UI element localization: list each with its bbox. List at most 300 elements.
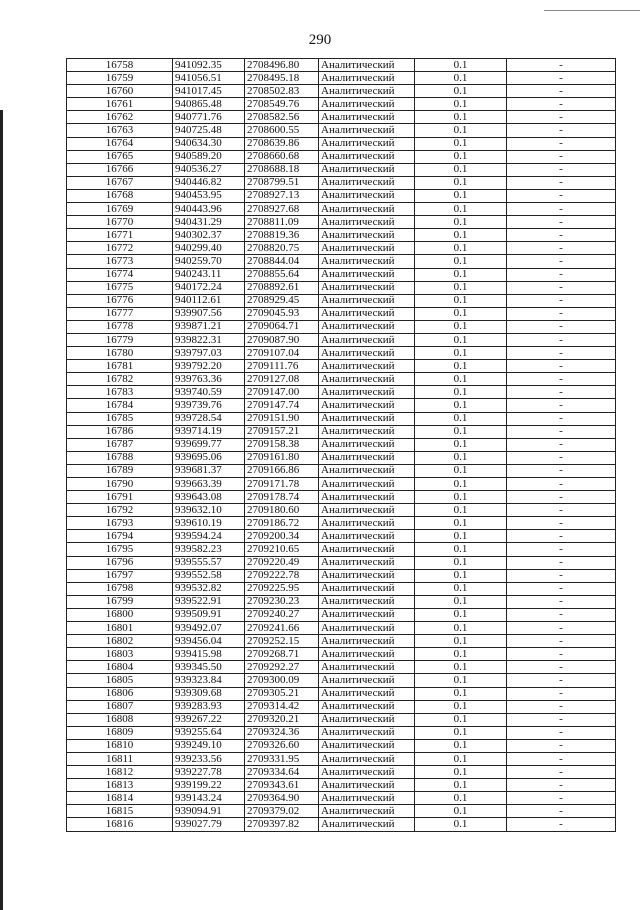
method-cell: Аналитический — [319, 307, 415, 320]
point-id-cell: 16806 — [67, 687, 173, 700]
y-coordinate-cell: 2708820.75 — [245, 242, 319, 255]
table-row — [67, 556, 616, 569]
x-coordinate-cell: 940536.27 — [173, 163, 245, 176]
point-id-cell: 16784 — [67, 399, 173, 412]
point-id-cell: 16775 — [67, 281, 173, 294]
point-id-cell: 16788 — [67, 451, 173, 464]
y-coordinate-cell: 2708799.51 — [245, 176, 319, 189]
dash-cell: - — [507, 268, 616, 281]
accuracy-cell: 0.1 — [415, 543, 507, 556]
x-coordinate-cell: 939632.10 — [173, 504, 245, 517]
method-cell: Аналитический — [319, 635, 415, 648]
point-id-cell: 16770 — [67, 216, 173, 229]
method-cell: Аналитический — [319, 622, 415, 635]
y-coordinate-cell: 2709343.61 — [245, 779, 319, 792]
table-row — [67, 451, 616, 464]
y-coordinate-cell: 2709186.72 — [245, 517, 319, 530]
accuracy-cell: 0.1 — [415, 386, 507, 399]
method-cell: Аналитический — [319, 504, 415, 517]
accuracy-cell: 0.1 — [415, 176, 507, 189]
x-coordinate-cell: 939663.39 — [173, 478, 245, 491]
x-coordinate-cell: 939456.04 — [173, 635, 245, 648]
accuracy-cell: 0.1 — [415, 766, 507, 779]
x-coordinate-cell: 939822.31 — [173, 333, 245, 346]
accuracy-cell: 0.1 — [415, 111, 507, 124]
accuracy-cell: 0.1 — [415, 530, 507, 543]
accuracy-cell: 0.1 — [415, 150, 507, 163]
dash-cell: - — [507, 189, 616, 202]
table-row — [67, 203, 616, 216]
table-row — [67, 661, 616, 674]
method-cell: Аналитический — [319, 176, 415, 189]
point-id-cell: 16763 — [67, 124, 173, 137]
accuracy-cell: 0.1 — [415, 491, 507, 504]
table-row — [67, 72, 616, 85]
table-row — [67, 281, 616, 294]
table-row — [67, 111, 616, 124]
table-row — [67, 700, 616, 713]
accuracy-cell: 0.1 — [415, 229, 507, 242]
y-coordinate-cell: 2708639.86 — [245, 137, 319, 150]
dash-cell: - — [507, 386, 616, 399]
y-coordinate-cell: 2709252.15 — [245, 635, 319, 648]
dash-cell: - — [507, 661, 616, 674]
x-coordinate-cell: 939143.24 — [173, 792, 245, 805]
accuracy-cell: 0.1 — [415, 294, 507, 307]
dash-cell: - — [507, 425, 616, 438]
dash-cell: - — [507, 543, 616, 556]
x-coordinate-cell: 939695.06 — [173, 451, 245, 464]
y-coordinate-cell: 2709045.93 — [245, 307, 319, 320]
y-coordinate-cell: 2709379.02 — [245, 805, 319, 818]
accuracy-cell: 0.1 — [415, 72, 507, 85]
y-coordinate-cell: 2708811.09 — [245, 216, 319, 229]
accuracy-cell: 0.1 — [415, 98, 507, 111]
point-id-cell: 16774 — [67, 268, 173, 281]
dash-cell: - — [507, 792, 616, 805]
y-coordinate-cell: 2708929.45 — [245, 294, 319, 307]
y-coordinate-cell: 2709147.74 — [245, 399, 319, 412]
method-cell: Аналитический — [319, 386, 415, 399]
method-cell: Аналитический — [319, 818, 415, 831]
method-cell: Аналитический — [319, 242, 415, 255]
dash-cell: - — [507, 438, 616, 451]
y-coordinate-cell: 2709314.42 — [245, 700, 319, 713]
dash-cell: - — [507, 59, 616, 72]
x-coordinate-cell: 939582.23 — [173, 543, 245, 556]
y-coordinate-cell: 2708660.68 — [245, 150, 319, 163]
method-cell: Аналитический — [319, 648, 415, 661]
accuracy-cell: 0.1 — [415, 281, 507, 294]
table-row — [67, 163, 616, 176]
accuracy-cell: 0.1 — [415, 85, 507, 98]
table-row — [67, 687, 616, 700]
dash-cell: - — [507, 752, 616, 765]
accuracy-cell: 0.1 — [415, 517, 507, 530]
dash-cell: - — [507, 163, 616, 176]
x-coordinate-cell: 941056.51 — [173, 72, 245, 85]
x-coordinate-cell: 939610.19 — [173, 517, 245, 530]
method-cell: Аналитический — [319, 779, 415, 792]
point-id-cell: 16762 — [67, 111, 173, 124]
method-cell: Аналитический — [319, 595, 415, 608]
dash-cell: - — [507, 203, 616, 216]
accuracy-cell: 0.1 — [415, 622, 507, 635]
point-id-cell: 16768 — [67, 189, 173, 202]
point-id-cell: 16765 — [67, 150, 173, 163]
table-row — [67, 517, 616, 530]
method-cell: Аналитический — [319, 517, 415, 530]
dash-cell: - — [507, 294, 616, 307]
table-row — [67, 425, 616, 438]
accuracy-cell: 0.1 — [415, 320, 507, 333]
table-row — [67, 320, 616, 333]
point-id-cell: 16780 — [67, 347, 173, 360]
method-cell: Аналитический — [319, 582, 415, 595]
accuracy-cell: 0.1 — [415, 333, 507, 346]
dash-cell: - — [507, 320, 616, 333]
y-coordinate-cell: 2709171.78 — [245, 478, 319, 491]
point-id-cell: 16794 — [67, 530, 173, 543]
table-row — [67, 438, 616, 451]
x-coordinate-cell: 939233.56 — [173, 752, 245, 765]
method-cell: Аналитический — [319, 491, 415, 504]
method-cell: Аналитический — [319, 203, 415, 216]
point-id-cell: 16778 — [67, 320, 173, 333]
method-cell: Аналитический — [319, 320, 415, 333]
table-row — [67, 818, 616, 831]
dash-cell: - — [507, 399, 616, 412]
method-cell: Аналитический — [319, 268, 415, 281]
table-row — [67, 360, 616, 373]
point-id-cell: 16772 — [67, 242, 173, 255]
dash-cell: - — [507, 530, 616, 543]
y-coordinate-cell: 2708688.18 — [245, 163, 319, 176]
table-row — [67, 504, 616, 517]
dash-cell: - — [507, 111, 616, 124]
y-coordinate-cell: 2709320.21 — [245, 713, 319, 726]
dash-cell: - — [507, 635, 616, 648]
method-cell: Аналитический — [319, 451, 415, 464]
method-cell: Аналитический — [319, 739, 415, 752]
y-coordinate-cell: 2709127.08 — [245, 373, 319, 386]
x-coordinate-cell: 939740.59 — [173, 386, 245, 399]
accuracy-cell: 0.1 — [415, 425, 507, 438]
method-cell: Аналитический — [319, 752, 415, 765]
method-cell: Аналитический — [319, 687, 415, 700]
point-id-cell: 16791 — [67, 491, 173, 504]
accuracy-cell: 0.1 — [415, 713, 507, 726]
dash-cell: - — [507, 412, 616, 425]
table-row — [67, 739, 616, 752]
x-coordinate-cell: 939739.76 — [173, 399, 245, 412]
table-row — [67, 347, 616, 360]
table-row — [67, 229, 616, 242]
dash-cell: - — [507, 517, 616, 530]
x-coordinate-cell: 939728.54 — [173, 412, 245, 425]
y-coordinate-cell: 2709240.27 — [245, 608, 319, 621]
table-row — [67, 805, 616, 818]
dash-cell: - — [507, 556, 616, 569]
table-row — [67, 713, 616, 726]
method-cell: Аналитический — [319, 674, 415, 687]
point-id-cell: 16766 — [67, 163, 173, 176]
dash-cell: - — [507, 622, 616, 635]
y-coordinate-cell: 2709210.65 — [245, 543, 319, 556]
dash-cell: - — [507, 766, 616, 779]
y-coordinate-cell: 2709180.60 — [245, 504, 319, 517]
table-row — [67, 491, 616, 504]
point-id-cell: 16792 — [67, 504, 173, 517]
point-id-cell: 16800 — [67, 608, 173, 621]
dash-cell: - — [507, 333, 616, 346]
method-cell: Аналитический — [319, 150, 415, 163]
x-coordinate-cell: 940302.37 — [173, 229, 245, 242]
table-row — [67, 307, 616, 320]
accuracy-cell: 0.1 — [415, 189, 507, 202]
table-row — [67, 543, 616, 556]
coordinates-table-body — [67, 59, 616, 832]
point-id-cell: 16771 — [67, 229, 173, 242]
point-id-cell: 16803 — [67, 648, 173, 661]
point-id-cell: 16816 — [67, 818, 173, 831]
table-row — [67, 124, 616, 137]
dash-cell: - — [507, 805, 616, 818]
dash-cell: - — [507, 176, 616, 189]
dash-cell: - — [507, 595, 616, 608]
method-cell: Аналитический — [319, 189, 415, 202]
table-row — [67, 595, 616, 608]
table-row — [67, 622, 616, 635]
table-row — [67, 530, 616, 543]
method-cell: Аналитический — [319, 608, 415, 621]
y-coordinate-cell: 2709222.78 — [245, 569, 319, 582]
accuracy-cell: 0.1 — [415, 700, 507, 713]
x-coordinate-cell: 940243.11 — [173, 268, 245, 281]
accuracy-cell: 0.1 — [415, 726, 507, 739]
method-cell: Аналитический — [319, 569, 415, 582]
accuracy-cell: 0.1 — [415, 255, 507, 268]
table-row — [67, 608, 616, 621]
method-cell: Аналитический — [319, 137, 415, 150]
table-row — [67, 648, 616, 661]
point-id-cell: 16813 — [67, 779, 173, 792]
x-coordinate-cell: 940589.20 — [173, 150, 245, 163]
x-coordinate-cell: 939255.64 — [173, 726, 245, 739]
x-coordinate-cell: 940634.30 — [173, 137, 245, 150]
accuracy-cell: 0.1 — [415, 203, 507, 216]
method-cell: Аналитический — [319, 124, 415, 137]
point-id-cell: 16810 — [67, 739, 173, 752]
coordinates-table — [66, 58, 616, 832]
accuracy-cell: 0.1 — [415, 399, 507, 412]
point-id-cell: 16805 — [67, 674, 173, 687]
dash-cell: - — [507, 307, 616, 320]
y-coordinate-cell: 2709147.00 — [245, 386, 319, 399]
point-id-cell: 16815 — [67, 805, 173, 818]
accuracy-cell: 0.1 — [415, 124, 507, 137]
x-coordinate-cell: 939267.22 — [173, 713, 245, 726]
x-coordinate-cell: 940771.76 — [173, 111, 245, 124]
method-cell: Аналитический — [319, 792, 415, 805]
y-coordinate-cell: 2709087.90 — [245, 333, 319, 346]
point-id-cell: 16814 — [67, 792, 173, 805]
point-id-cell: 16795 — [67, 543, 173, 556]
table-row — [67, 150, 616, 163]
x-coordinate-cell: 939681.37 — [173, 464, 245, 477]
dash-cell: - — [507, 608, 616, 621]
table-row — [67, 766, 616, 779]
accuracy-cell: 0.1 — [415, 739, 507, 752]
y-coordinate-cell: 2709178.74 — [245, 491, 319, 504]
dash-cell: - — [507, 72, 616, 85]
x-coordinate-cell: 939027.79 — [173, 818, 245, 831]
x-coordinate-cell: 939249.10 — [173, 739, 245, 752]
accuracy-cell: 0.1 — [415, 451, 507, 464]
y-coordinate-cell: 2709305.21 — [245, 687, 319, 700]
dash-cell: - — [507, 85, 616, 98]
point-id-cell: 16804 — [67, 661, 173, 674]
x-coordinate-cell: 939643.08 — [173, 491, 245, 504]
table-row — [67, 569, 616, 582]
point-id-cell: 16811 — [67, 752, 173, 765]
method-cell: Аналитический — [319, 543, 415, 556]
y-coordinate-cell: 2709151.90 — [245, 412, 319, 425]
y-coordinate-cell: 2708549.76 — [245, 98, 319, 111]
dash-cell: - — [507, 347, 616, 360]
dash-cell: - — [507, 739, 616, 752]
y-coordinate-cell: 2708495.18 — [245, 72, 319, 85]
x-coordinate-cell: 940453.95 — [173, 189, 245, 202]
x-coordinate-cell: 939763.36 — [173, 373, 245, 386]
point-id-cell: 16799 — [67, 595, 173, 608]
y-coordinate-cell: 2709230.23 — [245, 595, 319, 608]
accuracy-cell: 0.1 — [415, 595, 507, 608]
method-cell: Аналитический — [319, 360, 415, 373]
accuracy-cell: 0.1 — [415, 464, 507, 477]
x-coordinate-cell: 941092.35 — [173, 59, 245, 72]
x-coordinate-cell: 939345.50 — [173, 661, 245, 674]
y-coordinate-cell: 2708819.36 — [245, 229, 319, 242]
accuracy-cell: 0.1 — [415, 360, 507, 373]
dash-cell: - — [507, 137, 616, 150]
point-id-cell: 16781 — [67, 360, 173, 373]
dash-cell: - — [507, 491, 616, 504]
point-id-cell: 16812 — [67, 766, 173, 779]
dash-cell: - — [507, 216, 616, 229]
y-coordinate-cell: 2708600.55 — [245, 124, 319, 137]
top-rule — [544, 10, 640, 11]
binding-line — [0, 110, 3, 910]
x-coordinate-cell: 939227.78 — [173, 766, 245, 779]
dash-cell: - — [507, 818, 616, 831]
x-coordinate-cell: 939094.91 — [173, 805, 245, 818]
x-coordinate-cell: 939594.24 — [173, 530, 245, 543]
point-id-cell: 16797 — [67, 569, 173, 582]
x-coordinate-cell: 939323.84 — [173, 674, 245, 687]
dash-cell: - — [507, 700, 616, 713]
method-cell: Аналитический — [319, 726, 415, 739]
x-coordinate-cell: 939792.20 — [173, 360, 245, 373]
accuracy-cell: 0.1 — [415, 779, 507, 792]
accuracy-cell: 0.1 — [415, 347, 507, 360]
x-coordinate-cell: 940299.40 — [173, 242, 245, 255]
accuracy-cell: 0.1 — [415, 687, 507, 700]
y-coordinate-cell: 2709107.04 — [245, 347, 319, 360]
y-coordinate-cell: 2709331.95 — [245, 752, 319, 765]
method-cell: Аналитический — [319, 661, 415, 674]
table-row — [67, 464, 616, 477]
x-coordinate-cell: 940431.29 — [173, 216, 245, 229]
method-cell: Аналитический — [319, 72, 415, 85]
table-row — [67, 137, 616, 150]
table-row — [67, 85, 616, 98]
dash-cell: - — [507, 726, 616, 739]
x-coordinate-cell: 940259.70 — [173, 255, 245, 268]
dash-cell: - — [507, 124, 616, 137]
point-id-cell: 16798 — [67, 582, 173, 595]
x-coordinate-cell: 939283.93 — [173, 700, 245, 713]
y-coordinate-cell: 2709166.86 — [245, 464, 319, 477]
method-cell: Аналитический — [319, 713, 415, 726]
accuracy-cell: 0.1 — [415, 216, 507, 229]
dash-cell: - — [507, 779, 616, 792]
y-coordinate-cell: 2708502.83 — [245, 85, 319, 98]
y-coordinate-cell: 2709300.09 — [245, 674, 319, 687]
x-coordinate-cell: 939797.03 — [173, 347, 245, 360]
point-id-cell: 16808 — [67, 713, 173, 726]
y-coordinate-cell: 2709397.82 — [245, 818, 319, 831]
y-coordinate-cell: 2709220.49 — [245, 556, 319, 569]
table-row — [67, 242, 616, 255]
accuracy-cell: 0.1 — [415, 412, 507, 425]
point-id-cell: 16801 — [67, 622, 173, 635]
method-cell: Аналитический — [319, 412, 415, 425]
dash-cell: - — [507, 451, 616, 464]
method-cell: Аналитический — [319, 347, 415, 360]
method-cell: Аналитический — [319, 556, 415, 569]
y-coordinate-cell: 2709364.90 — [245, 792, 319, 805]
point-id-cell: 16786 — [67, 425, 173, 438]
x-coordinate-cell: 941017.45 — [173, 85, 245, 98]
accuracy-cell: 0.1 — [415, 582, 507, 595]
point-id-cell: 16759 — [67, 72, 173, 85]
y-coordinate-cell: 2709334.64 — [245, 766, 319, 779]
table-row — [67, 582, 616, 595]
point-id-cell: 16809 — [67, 726, 173, 739]
method-cell: Аналитический — [319, 294, 415, 307]
x-coordinate-cell: 939714.19 — [173, 425, 245, 438]
accuracy-cell: 0.1 — [415, 661, 507, 674]
dash-cell: - — [507, 98, 616, 111]
dash-cell: - — [507, 674, 616, 687]
x-coordinate-cell: 939415.98 — [173, 648, 245, 661]
accuracy-cell: 0.1 — [415, 504, 507, 517]
point-id-cell: 16807 — [67, 700, 173, 713]
accuracy-cell: 0.1 — [415, 59, 507, 72]
accuracy-cell: 0.1 — [415, 648, 507, 661]
table-row — [67, 333, 616, 346]
method-cell: Аналитический — [319, 766, 415, 779]
x-coordinate-cell: 939555.57 — [173, 556, 245, 569]
accuracy-cell: 0.1 — [415, 674, 507, 687]
accuracy-cell: 0.1 — [415, 752, 507, 765]
accuracy-cell: 0.1 — [415, 805, 507, 818]
point-id-cell: 16793 — [67, 517, 173, 530]
y-coordinate-cell: 2708496.80 — [245, 59, 319, 72]
dash-cell: - — [507, 229, 616, 242]
table-row — [67, 792, 616, 805]
